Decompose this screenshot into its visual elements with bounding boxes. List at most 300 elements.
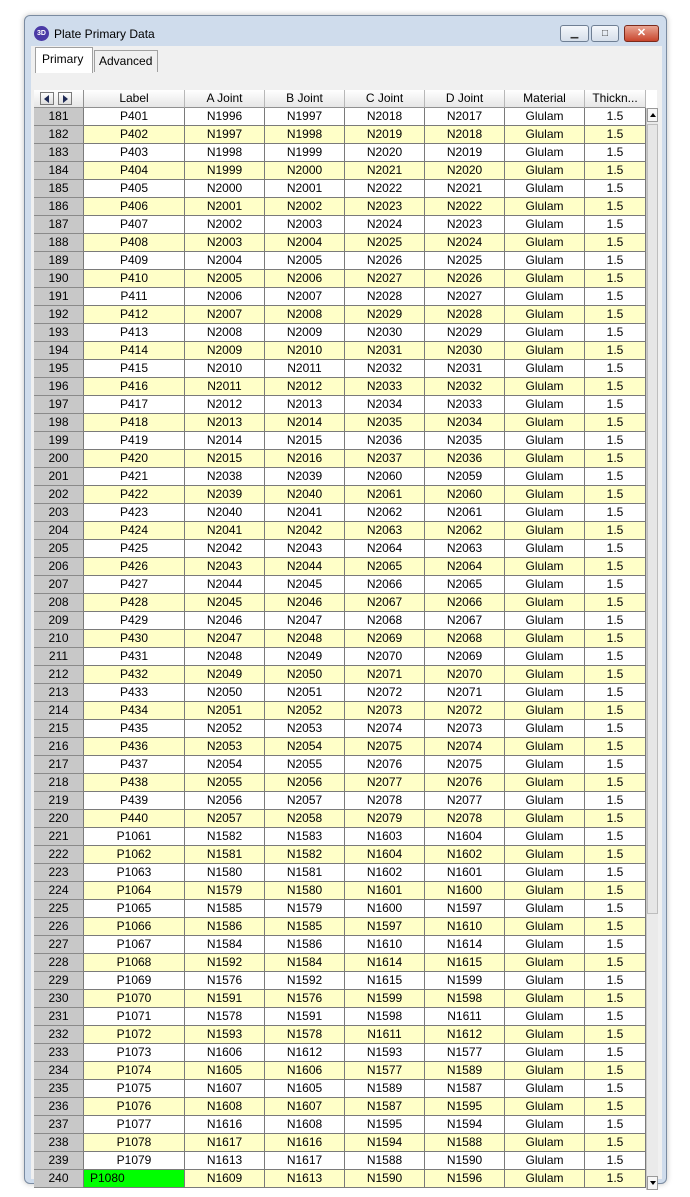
table-row[interactable] bbox=[34, 810, 646, 828]
cell-d-joint[interactable]: N1596 bbox=[425, 1170, 505, 1188]
cell-a-joint[interactable]: N2004 bbox=[185, 252, 265, 270]
cell-label[interactable]: P402 bbox=[84, 126, 185, 144]
cell-a-joint[interactable]: N2044 bbox=[185, 576, 265, 594]
cell-a-joint[interactable]: N2010 bbox=[185, 360, 265, 378]
cell-material[interactable]: Glulam bbox=[505, 1098, 585, 1116]
cell-thickness[interactable]: 1.5 bbox=[585, 954, 646, 972]
table-row[interactable] bbox=[34, 486, 646, 504]
row-number-header[interactable]: 210 bbox=[34, 630, 84, 648]
cell-c-joint[interactable]: N2034 bbox=[345, 396, 425, 414]
cell-label[interactable]: P1079 bbox=[84, 1152, 185, 1170]
cell-a-joint[interactable]: N1592 bbox=[185, 954, 265, 972]
cell-d-joint[interactable]: N2070 bbox=[425, 666, 505, 684]
cell-label[interactable]: P417 bbox=[84, 396, 185, 414]
cell-d-joint[interactable]: N2031 bbox=[425, 360, 505, 378]
scroll-down-button[interactable] bbox=[647, 1176, 658, 1190]
row-number-header[interactable]: 195 bbox=[34, 360, 84, 378]
cell-a-joint[interactable]: N1585 bbox=[185, 900, 265, 918]
table-row[interactable] bbox=[34, 450, 646, 468]
cell-d-joint[interactable]: N2021 bbox=[425, 180, 505, 198]
cell-label[interactable]: P410 bbox=[84, 270, 185, 288]
cell-material[interactable]: Glulam bbox=[505, 1134, 585, 1152]
cell-a-joint[interactable]: N2005 bbox=[185, 270, 265, 288]
table-row[interactable] bbox=[34, 540, 646, 558]
cell-label[interactable]: P415 bbox=[84, 360, 185, 378]
row-number-header[interactable]: 204 bbox=[34, 522, 84, 540]
cell-d-joint[interactable]: N2036 bbox=[425, 450, 505, 468]
cell-d-joint[interactable]: N2032 bbox=[425, 378, 505, 396]
cell-thickness[interactable]: 1.5 bbox=[585, 162, 646, 180]
cell-a-joint[interactable]: N2007 bbox=[185, 306, 265, 324]
cell-d-joint[interactable]: N2028 bbox=[425, 306, 505, 324]
cell-thickness[interactable]: 1.5 bbox=[585, 468, 646, 486]
cell-c-joint[interactable]: N2027 bbox=[345, 270, 425, 288]
row-number-header[interactable]: 203 bbox=[34, 504, 84, 522]
table-row[interactable] bbox=[34, 738, 646, 756]
cell-a-joint[interactable]: N1608 bbox=[185, 1098, 265, 1116]
cell-thickness[interactable]: 1.5 bbox=[585, 684, 646, 702]
table-row[interactable] bbox=[34, 558, 646, 576]
cell-thickness[interactable]: 1.5 bbox=[585, 252, 646, 270]
cell-c-joint[interactable]: N1598 bbox=[345, 1008, 425, 1026]
row-number-header[interactable]: 213 bbox=[34, 684, 84, 702]
row-number-header[interactable]: 185 bbox=[34, 180, 84, 198]
cell-b-joint[interactable]: N2057 bbox=[265, 792, 345, 810]
row-number-header[interactable]: 188 bbox=[34, 234, 84, 252]
cell-a-joint[interactable]: N2050 bbox=[185, 684, 265, 702]
cell-b-joint[interactable]: N1582 bbox=[265, 846, 345, 864]
table-row[interactable] bbox=[34, 774, 646, 792]
cell-label[interactable]: P404 bbox=[84, 162, 185, 180]
cell-material[interactable]: Glulam bbox=[505, 378, 585, 396]
cell-b-joint[interactable]: N2048 bbox=[265, 630, 345, 648]
cell-c-joint[interactable]: N2030 bbox=[345, 324, 425, 342]
table-row[interactable] bbox=[34, 342, 646, 360]
cell-c-joint[interactable]: N2020 bbox=[345, 144, 425, 162]
row-number-header[interactable]: 227 bbox=[34, 936, 84, 954]
cell-material[interactable]: Glulam bbox=[505, 846, 585, 864]
column-header-material[interactable]: Material bbox=[505, 90, 585, 108]
table-row[interactable] bbox=[34, 216, 646, 234]
cell-d-joint[interactable]: N1588 bbox=[425, 1134, 505, 1152]
cell-b-joint[interactable]: N1586 bbox=[265, 936, 345, 954]
cell-material[interactable]: Glulam bbox=[505, 342, 585, 360]
cell-label[interactable]: P1064 bbox=[84, 882, 185, 900]
cell-b-joint[interactable]: N2012 bbox=[265, 378, 345, 396]
cell-label[interactable]: P403 bbox=[84, 144, 185, 162]
cell-a-joint[interactable]: N2054 bbox=[185, 756, 265, 774]
close-button[interactable]: ✕ bbox=[624, 25, 659, 42]
cell-c-joint[interactable]: N1614 bbox=[345, 954, 425, 972]
table-row[interactable] bbox=[34, 252, 646, 270]
cell-d-joint[interactable]: N2075 bbox=[425, 756, 505, 774]
row-number-header[interactable]: 219 bbox=[34, 792, 84, 810]
cell-c-joint[interactable]: N2019 bbox=[345, 126, 425, 144]
cell-label[interactable]: P412 bbox=[84, 306, 185, 324]
cell-d-joint[interactable]: N2067 bbox=[425, 612, 505, 630]
cell-d-joint[interactable]: N2024 bbox=[425, 234, 505, 252]
row-number-header[interactable]: 202 bbox=[34, 486, 84, 504]
cell-d-joint[interactable]: N2073 bbox=[425, 720, 505, 738]
cell-material[interactable]: Glulam bbox=[505, 1044, 585, 1062]
cell-material[interactable]: Glulam bbox=[505, 414, 585, 432]
cell-material[interactable]: Glulam bbox=[505, 864, 585, 882]
cell-c-joint[interactable]: N2064 bbox=[345, 540, 425, 558]
cell-thickness[interactable]: 1.5 bbox=[585, 1098, 646, 1116]
cell-a-joint[interactable]: N2057 bbox=[185, 810, 265, 828]
table-row[interactable] bbox=[34, 594, 646, 612]
column-header-label[interactable]: Label bbox=[84, 90, 185, 108]
cell-b-joint[interactable]: N2041 bbox=[265, 504, 345, 522]
cell-c-joint[interactable]: N2031 bbox=[345, 342, 425, 360]
cell-c-joint[interactable]: N2062 bbox=[345, 504, 425, 522]
cell-label[interactable]: P425 bbox=[84, 540, 185, 558]
cell-thickness[interactable]: 1.5 bbox=[585, 540, 646, 558]
table-row[interactable] bbox=[34, 1170, 646, 1188]
cell-a-joint[interactable]: N1586 bbox=[185, 918, 265, 936]
cell-c-joint[interactable]: N1603 bbox=[345, 828, 425, 846]
cell-label[interactable]: P413 bbox=[84, 324, 185, 342]
cell-c-joint[interactable]: N1601 bbox=[345, 882, 425, 900]
cell-material[interactable]: Glulam bbox=[505, 522, 585, 540]
cell-thickness[interactable]: 1.5 bbox=[585, 972, 646, 990]
cell-material[interactable]: Glulam bbox=[505, 468, 585, 486]
row-number-header[interactable]: 211 bbox=[34, 648, 84, 666]
row-number-header[interactable]: 235 bbox=[34, 1080, 84, 1098]
cell-b-joint[interactable]: N2014 bbox=[265, 414, 345, 432]
cell-b-joint[interactable]: N2039 bbox=[265, 468, 345, 486]
cell-c-joint[interactable]: N2074 bbox=[345, 720, 425, 738]
cell-c-joint[interactable]: N2036 bbox=[345, 432, 425, 450]
cell-label[interactable]: P423 bbox=[84, 504, 185, 522]
cell-label[interactable]: P437 bbox=[84, 756, 185, 774]
table-row[interactable] bbox=[34, 198, 646, 216]
cell-label[interactable]: P1073 bbox=[84, 1044, 185, 1062]
column-header-a-joint[interactable]: A Joint bbox=[185, 90, 265, 108]
cell-label[interactable]: P1065 bbox=[84, 900, 185, 918]
cell-d-joint[interactable]: N2062 bbox=[425, 522, 505, 540]
cell-b-joint[interactable]: N2049 bbox=[265, 648, 345, 666]
cell-c-joint[interactable]: N2023 bbox=[345, 198, 425, 216]
tab-advanced[interactable]: Advanced bbox=[94, 50, 158, 72]
cell-b-joint[interactable]: N1581 bbox=[265, 864, 345, 882]
row-number-header[interactable]: 236 bbox=[34, 1098, 84, 1116]
cell-label[interactable]: P1074 bbox=[84, 1062, 185, 1080]
row-number-header[interactable]: 190 bbox=[34, 270, 84, 288]
row-number-header[interactable]: 189 bbox=[34, 252, 84, 270]
cell-c-joint[interactable]: N1602 bbox=[345, 864, 425, 882]
cell-d-joint[interactable]: N1602 bbox=[425, 846, 505, 864]
row-number-header[interactable]: 191 bbox=[34, 288, 84, 306]
row-number-header[interactable]: 218 bbox=[34, 774, 84, 792]
cell-material[interactable]: Glulam bbox=[505, 900, 585, 918]
cell-c-joint[interactable]: N1589 bbox=[345, 1080, 425, 1098]
row-number-header[interactable]: 221 bbox=[34, 828, 84, 846]
cell-b-joint[interactable]: N1592 bbox=[265, 972, 345, 990]
cell-material[interactable]: Glulam bbox=[505, 432, 585, 450]
table-row[interactable] bbox=[34, 954, 646, 972]
cell-thickness[interactable]: 1.5 bbox=[585, 828, 646, 846]
cell-material[interactable]: Glulam bbox=[505, 612, 585, 630]
cell-c-joint[interactable]: N1577 bbox=[345, 1062, 425, 1080]
cell-label[interactable]: P1078 bbox=[84, 1134, 185, 1152]
cell-d-joint[interactable]: N1599 bbox=[425, 972, 505, 990]
cell-thickness[interactable]: 1.5 bbox=[585, 270, 646, 288]
cell-material[interactable]: Glulam bbox=[505, 1080, 585, 1098]
cell-label[interactable]: P439 bbox=[84, 792, 185, 810]
cell-label[interactable]: P401 bbox=[84, 108, 185, 126]
vertical-scrollbar[interactable] bbox=[646, 108, 658, 1190]
row-number-header[interactable]: 224 bbox=[34, 882, 84, 900]
cell-label[interactable]: P1068 bbox=[84, 954, 185, 972]
cell-a-joint[interactable]: N1617 bbox=[185, 1134, 265, 1152]
cell-c-joint[interactable]: N2076 bbox=[345, 756, 425, 774]
cell-material[interactable]: Glulam bbox=[505, 702, 585, 720]
cell-material[interactable]: Glulam bbox=[505, 954, 585, 972]
cell-d-joint[interactable]: N1611 bbox=[425, 1008, 505, 1026]
cell-b-joint[interactable]: N1579 bbox=[265, 900, 345, 918]
cell-c-joint[interactable]: N1597 bbox=[345, 918, 425, 936]
cell-material[interactable]: Glulam bbox=[505, 774, 585, 792]
cell-b-joint[interactable]: N1585 bbox=[265, 918, 345, 936]
table-row[interactable] bbox=[34, 576, 646, 594]
cell-b-joint[interactable]: N2004 bbox=[265, 234, 345, 252]
cell-thickness[interactable]: 1.5 bbox=[585, 324, 646, 342]
cell-label[interactable]: P419 bbox=[84, 432, 185, 450]
cell-material[interactable]: Glulam bbox=[505, 756, 585, 774]
cell-material[interactable]: Glulam bbox=[505, 630, 585, 648]
cell-d-joint[interactable]: N1577 bbox=[425, 1044, 505, 1062]
cell-b-joint[interactable]: N2047 bbox=[265, 612, 345, 630]
table-row[interactable] bbox=[34, 162, 646, 180]
cell-d-joint[interactable]: N2027 bbox=[425, 288, 505, 306]
cell-d-joint[interactable]: N2069 bbox=[425, 648, 505, 666]
table-row[interactable] bbox=[34, 918, 646, 936]
cell-d-joint[interactable]: N1600 bbox=[425, 882, 505, 900]
cell-d-joint[interactable]: N2025 bbox=[425, 252, 505, 270]
cell-b-joint[interactable]: N2055 bbox=[265, 756, 345, 774]
cell-c-joint[interactable]: N1604 bbox=[345, 846, 425, 864]
cell-material[interactable]: Glulam bbox=[505, 216, 585, 234]
cell-label[interactable]: P436 bbox=[84, 738, 185, 756]
cell-c-joint[interactable]: N2063 bbox=[345, 522, 425, 540]
cell-thickness[interactable]: 1.5 bbox=[585, 378, 646, 396]
cell-a-joint[interactable]: N1582 bbox=[185, 828, 265, 846]
cell-a-joint[interactable]: N1616 bbox=[185, 1116, 265, 1134]
table-row[interactable] bbox=[34, 936, 646, 954]
cell-thickness[interactable]: 1.5 bbox=[585, 756, 646, 774]
cell-thickness[interactable]: 1.5 bbox=[585, 1116, 646, 1134]
cell-c-joint[interactable]: N2026 bbox=[345, 252, 425, 270]
cell-thickness[interactable]: 1.5 bbox=[585, 144, 646, 162]
cell-d-joint[interactable]: N2026 bbox=[425, 270, 505, 288]
cell-c-joint[interactable]: N2018 bbox=[345, 108, 425, 126]
cell-a-joint[interactable]: N2042 bbox=[185, 540, 265, 558]
cell-material[interactable]: Glulam bbox=[505, 270, 585, 288]
cell-a-joint[interactable]: N2041 bbox=[185, 522, 265, 540]
cell-c-joint[interactable]: N2079 bbox=[345, 810, 425, 828]
cell-label[interactable]: P431 bbox=[84, 648, 185, 666]
cell-a-joint[interactable]: N2001 bbox=[185, 198, 265, 216]
cell-thickness[interactable]: 1.5 bbox=[585, 1044, 646, 1062]
cell-d-joint[interactable]: N2072 bbox=[425, 702, 505, 720]
row-number-header[interactable]: 208 bbox=[34, 594, 84, 612]
cell-d-joint[interactable]: N2077 bbox=[425, 792, 505, 810]
cell-material[interactable]: Glulam bbox=[505, 792, 585, 810]
cell-c-joint[interactable]: N2073 bbox=[345, 702, 425, 720]
cell-label[interactable]: P406 bbox=[84, 198, 185, 216]
cell-material[interactable]: Glulam bbox=[505, 540, 585, 558]
column-header-thickness[interactable]: Thickn... bbox=[585, 90, 646, 108]
cell-thickness[interactable]: 1.5 bbox=[585, 180, 646, 198]
cell-a-joint[interactable]: N1996 bbox=[185, 108, 265, 126]
cell-b-joint[interactable]: N2043 bbox=[265, 540, 345, 558]
cell-material[interactable]: Glulam bbox=[505, 162, 585, 180]
cell-thickness[interactable]: 1.5 bbox=[585, 648, 646, 666]
cell-thickness[interactable]: 1.5 bbox=[585, 1134, 646, 1152]
cell-b-joint[interactable]: N2000 bbox=[265, 162, 345, 180]
row-number-header[interactable]: 215 bbox=[34, 720, 84, 738]
maximize-button[interactable]: □ bbox=[591, 25, 619, 42]
cell-material[interactable]: Glulam bbox=[505, 576, 585, 594]
cell-a-joint[interactable]: N1578 bbox=[185, 1008, 265, 1026]
row-number-header[interactable]: 181 bbox=[34, 108, 84, 126]
cell-c-joint[interactable]: N2033 bbox=[345, 378, 425, 396]
row-number-header[interactable]: 201 bbox=[34, 468, 84, 486]
cell-label[interactable]: P430 bbox=[84, 630, 185, 648]
cell-d-joint[interactable]: N1595 bbox=[425, 1098, 505, 1116]
row-number-header[interactable]: 206 bbox=[34, 558, 84, 576]
table-row[interactable] bbox=[34, 1008, 646, 1026]
row-number-header[interactable]: 223 bbox=[34, 864, 84, 882]
row-number-header[interactable]: 186 bbox=[34, 198, 84, 216]
cell-a-joint[interactable]: N2051 bbox=[185, 702, 265, 720]
cell-material[interactable]: Glulam bbox=[505, 1026, 585, 1044]
column-header-d-joint[interactable]: D Joint bbox=[425, 90, 505, 108]
cell-thickness[interactable]: 1.5 bbox=[585, 1062, 646, 1080]
table-row[interactable] bbox=[34, 324, 646, 342]
cell-material[interactable]: Glulam bbox=[505, 1170, 585, 1188]
cell-material[interactable]: Glulam bbox=[505, 288, 585, 306]
cell-b-joint[interactable]: N2006 bbox=[265, 270, 345, 288]
table-row[interactable] bbox=[34, 126, 646, 144]
cell-label[interactable]: P409 bbox=[84, 252, 185, 270]
cell-b-joint[interactable]: N2005 bbox=[265, 252, 345, 270]
table-row[interactable] bbox=[34, 1080, 646, 1098]
cell-c-joint[interactable]: N2037 bbox=[345, 450, 425, 468]
cell-b-joint[interactable]: N1576 bbox=[265, 990, 345, 1008]
cell-d-joint[interactable]: N2068 bbox=[425, 630, 505, 648]
cell-thickness[interactable]: 1.5 bbox=[585, 1008, 646, 1026]
row-number-header[interactable]: 216 bbox=[34, 738, 84, 756]
cell-d-joint[interactable]: N2074 bbox=[425, 738, 505, 756]
cell-d-joint[interactable]: N1590 bbox=[425, 1152, 505, 1170]
table-row[interactable] bbox=[34, 108, 646, 126]
cell-thickness[interactable]: 1.5 bbox=[585, 288, 646, 306]
cell-material[interactable]: Glulam bbox=[505, 720, 585, 738]
cell-a-joint[interactable]: N2002 bbox=[185, 216, 265, 234]
table-row[interactable] bbox=[34, 432, 646, 450]
cell-thickness[interactable]: 1.5 bbox=[585, 1080, 646, 1098]
row-number-header[interactable]: 229 bbox=[34, 972, 84, 990]
column-header-b-joint[interactable]: B Joint bbox=[265, 90, 345, 108]
table-row[interactable] bbox=[34, 1098, 646, 1116]
table-row[interactable] bbox=[34, 234, 646, 252]
cell-thickness[interactable]: 1.5 bbox=[585, 576, 646, 594]
row-number-header[interactable]: 184 bbox=[34, 162, 84, 180]
table-row[interactable] bbox=[34, 1026, 646, 1044]
cell-b-joint[interactable]: N1606 bbox=[265, 1062, 345, 1080]
cell-d-joint[interactable]: N2020 bbox=[425, 162, 505, 180]
cell-b-joint[interactable]: N2015 bbox=[265, 432, 345, 450]
table-row[interactable] bbox=[34, 900, 646, 918]
cell-a-joint[interactable]: N1997 bbox=[185, 126, 265, 144]
cell-d-joint[interactable]: N2030 bbox=[425, 342, 505, 360]
cell-label[interactable]: P1071 bbox=[84, 1008, 185, 1026]
cell-label[interactable]: P1080 bbox=[84, 1170, 185, 1188]
cell-a-joint[interactable]: N2006 bbox=[185, 288, 265, 306]
cell-b-joint[interactable]: N2003 bbox=[265, 216, 345, 234]
cell-thickness[interactable]: 1.5 bbox=[585, 108, 646, 126]
cell-material[interactable]: Glulam bbox=[505, 324, 585, 342]
cell-c-joint[interactable]: N2022 bbox=[345, 180, 425, 198]
cell-b-joint[interactable]: N1997 bbox=[265, 108, 345, 126]
cell-thickness[interactable]: 1.5 bbox=[585, 450, 646, 468]
cell-b-joint[interactable]: N2046 bbox=[265, 594, 345, 612]
row-number-header[interactable]: 182 bbox=[34, 126, 84, 144]
row-number-header[interactable]: 228 bbox=[34, 954, 84, 972]
cell-a-joint[interactable]: N1609 bbox=[185, 1170, 265, 1188]
cell-material[interactable]: Glulam bbox=[505, 1062, 585, 1080]
cell-material[interactable]: Glulam bbox=[505, 486, 585, 504]
cell-c-joint[interactable]: N1610 bbox=[345, 936, 425, 954]
cell-b-joint[interactable]: N2051 bbox=[265, 684, 345, 702]
row-number-header[interactable]: 239 bbox=[34, 1152, 84, 1170]
cell-c-joint[interactable]: N2068 bbox=[345, 612, 425, 630]
title-bar[interactable] bbox=[25, 16, 666, 50]
cell-a-joint[interactable]: N1613 bbox=[185, 1152, 265, 1170]
cell-label[interactable]: P1076 bbox=[84, 1098, 185, 1116]
cell-b-joint[interactable]: N1616 bbox=[265, 1134, 345, 1152]
table-row[interactable] bbox=[34, 972, 646, 990]
cell-label[interactable]: P416 bbox=[84, 378, 185, 396]
cell-a-joint[interactable]: N2013 bbox=[185, 414, 265, 432]
cell-thickness[interactable]: 1.5 bbox=[585, 522, 646, 540]
row-number-header[interactable]: 209 bbox=[34, 612, 84, 630]
cell-label[interactable]: P424 bbox=[84, 522, 185, 540]
cell-d-joint[interactable]: N2063 bbox=[425, 540, 505, 558]
cell-d-joint[interactable]: N2022 bbox=[425, 198, 505, 216]
cell-c-joint[interactable]: N1590 bbox=[345, 1170, 425, 1188]
cell-material[interactable]: Glulam bbox=[505, 180, 585, 198]
cell-c-joint[interactable]: N2075 bbox=[345, 738, 425, 756]
cell-c-joint[interactable]: N2078 bbox=[345, 792, 425, 810]
cell-thickness[interactable]: 1.5 bbox=[585, 990, 646, 1008]
table-row[interactable] bbox=[34, 306, 646, 324]
cell-c-joint[interactable]: N2029 bbox=[345, 306, 425, 324]
row-number-header[interactable]: 207 bbox=[34, 576, 84, 594]
cell-d-joint[interactable]: N2034 bbox=[425, 414, 505, 432]
cell-d-joint[interactable]: N2029 bbox=[425, 324, 505, 342]
cell-thickness[interactable]: 1.5 bbox=[585, 504, 646, 522]
cell-label[interactable]: P427 bbox=[84, 576, 185, 594]
cell-a-joint[interactable]: N2008 bbox=[185, 324, 265, 342]
cell-material[interactable]: Glulam bbox=[505, 810, 585, 828]
cell-label[interactable]: P1061 bbox=[84, 828, 185, 846]
table-row[interactable] bbox=[34, 828, 646, 846]
table-row[interactable] bbox=[34, 270, 646, 288]
cell-a-joint[interactable]: N2043 bbox=[185, 558, 265, 576]
